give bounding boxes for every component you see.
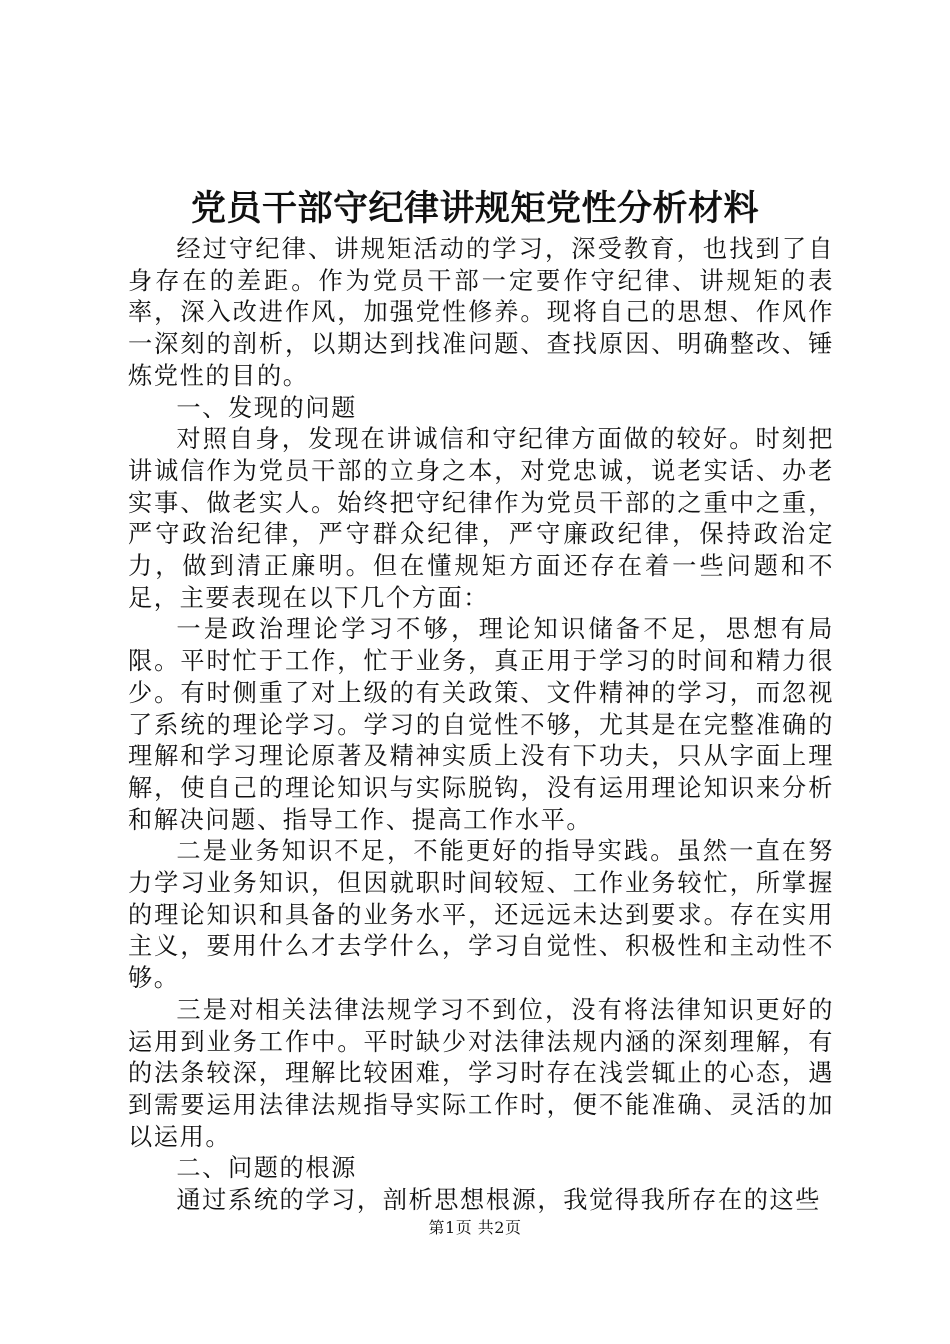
document-title: 党员干部守纪律讲规矩党性分析材料 [190,188,759,229]
section-heading-root-causes: 二、问题的根源 [176,1154,357,1183]
problem-three-paragraph: 三是对相关法律法规学习不到位，没有将法律知识更好的运用到业务工作中。平时缺少对法律法规内涵的深刻理解，有的法条较深，理解比较困难，学习时存在浅尝辄止的心态，遇到需要运用法律法规指导实际工作时，便不能准确、灵活的加以运用。 [128,995,834,1151]
problems-overview-paragraph: 对照自身，发现在讲诚信和守纪律方面做的较好。时刻把讲诚信作为党员干部的立身之本，对党忠诚，说老实话、办老实事、做老实人。始终把守纪律作为党员干部的之重中之重，严守政治纪律，严守群众纪律，严守廉政纪律，保持政治定力，做到清正廉明。但在懂规矩方面还存在着一些问题和不足，主要表现在以下几个方面： [128,425,834,612]
intro-paragraph: 经过守纪律、讲规矩活动的学习，深受教育，也找到了自身存在的差距。作为党员干部一定要作守纪律、讲规矩的表率，深入改进作风，加强党性修养。现将自己的思想、作风作一深刻的剖析，以期达到找准问题、查找原因、明确整改、锤炼党性的目的。 [128,235,834,390]
problem-one-paragraph: 一是政治理论学习不够，理论知识储备不足，思想有局限。平时忙于工作，忙于业务，真正用于学习的时间和精力很少。有时侧重了对上级的有关政策、文件精神的学习，而忽视了系统的理论学习。学习的自觉性不够，尤其是在完整准确的理解和学习理论原著及精神实质上没有下功夫，只从字面上理解，使自己的理论知识与实际脱钩，没有运用理论知识来分析和解决问题、指导工作、提高工作水平。 [128,615,834,834]
page-footer: 第1页 共2页 [428,1218,522,1237]
document-body [128,234,834,1217]
section-heading-problems: 一、发现的问题 [176,393,357,422]
root-causes-paragraph: 通过系统的学习，剖析思想根源，我觉得我所存在的这些 [176,1186,822,1215]
problem-two-paragraph: 二是业务知识不足，不能更好的指导实践。虽然一直在努力学习业务知识，但因就职时间较短、工作业务较忙，所掌握的理论知识和具备的业务水平，还远远未达到要求。存在实用主义，要用什么才去学什么，学习自觉性、积极性和主动性不够。 [128,837,834,993]
